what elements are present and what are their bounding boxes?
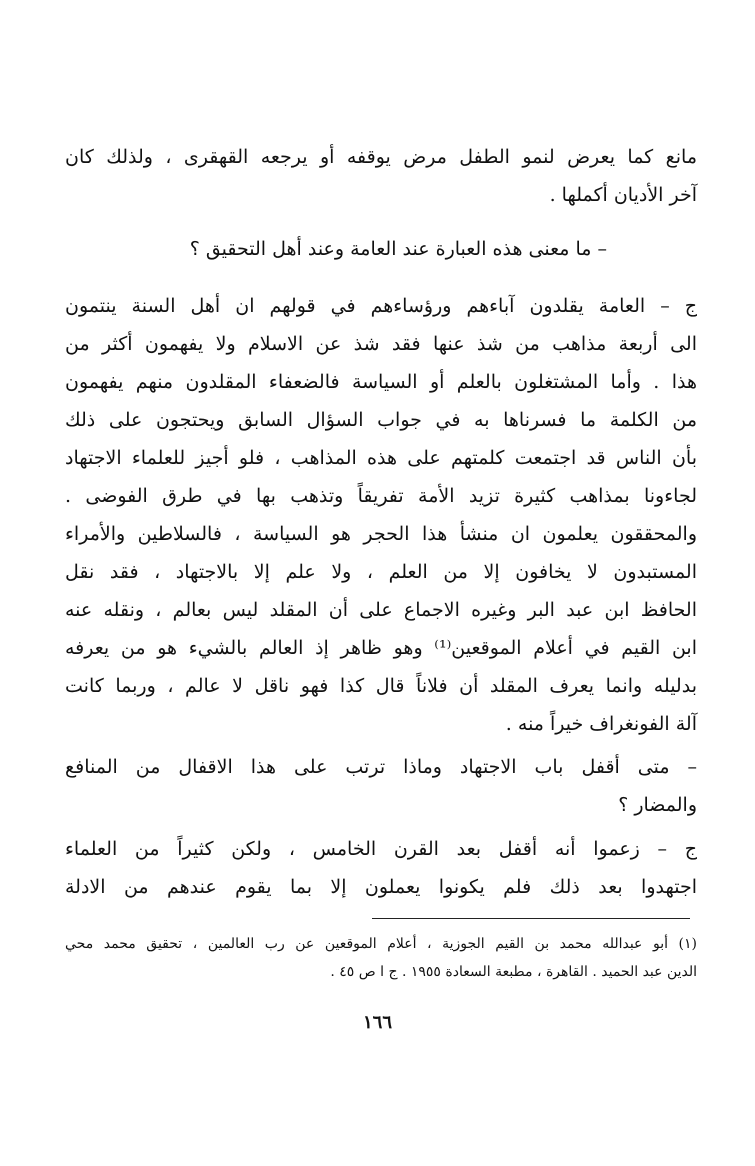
- footnote-divider: [372, 918, 690, 919]
- text-line: ابن القيم في أعلام الموقعين⁽¹⁾ وهو ظاهر إذ العالم بالشيء هو من يعرفه: [65, 637, 697, 659]
- page-number: ١٦٦: [362, 1012, 392, 1033]
- text-line: المستبدون لا يخافون إلا من العلم ، ولا علم إلا بالاجتهاد ، فقد نقل: [65, 561, 697, 583]
- text-line: مانع كما يعرض لنمو الطفل مرض يوقفه أو يرجعه القهقرى ، ولذلك كان: [65, 146, 697, 168]
- answer-meaning: [65, 287, 697, 743]
- text-line: بأن الناس قد اجتمعت كلمتهم على هذه المذاهب ، فلو أجيز للعلماء الاجتهاد: [65, 447, 697, 469]
- text-line: آخر الأديان أكملها .: [549, 184, 697, 206]
- question-line: والمضار ؟: [618, 794, 697, 816]
- paragraph-intro: [65, 138, 697, 214]
- text-line: الى أربعة مذاهب من شذ عنها فقد شذ عن الاسلام ولا يفهمون أكثر من: [65, 333, 697, 355]
- text-line: لجاءونا بمذاهب كثيرة تزيد الأمة تفريقاً وتذهب بها في طرق الفوضى .: [65, 485, 697, 507]
- footnote-line: (١) أبو عبدالله محمد بن القيم الجوزية ، أعلام الموقعين عن رب العالمين ، تحقيق محمد محي: [65, 936, 697, 952]
- footnote-line: الدين عبد الحميد . القاهرة ، مطبعة السعادة ١٩٥٥ . ج ا ص ٤٥ .: [330, 964, 697, 980]
- text-line: الحافظ ابن عبد البر وغيره الاجماع على أن المقلد ليس بعالم ، ونقله عنه: [65, 599, 697, 621]
- question-line: – متى أقفل باب الاجتهاد وماذا ترتب على هذا الاقفال من المنافع: [65, 756, 697, 778]
- footnote: [65, 930, 697, 986]
- question-closing: [65, 748, 697, 824]
- text-line: والمحققون يعلمون ان منشأ هذا الحجر هو السياسة ، فالسلاطين والأمراء: [65, 523, 697, 545]
- question-meaning: [65, 230, 697, 268]
- text-line: ج – زعموا أنه أقفل بعد القرن الخامس ، ولكن كثيراً من العلماء: [65, 838, 697, 860]
- text-line: اجتهدوا بعد ذلك فلم يكونوا يعملون إلا بما يقوم عندهم من الادلة: [65, 876, 697, 898]
- text-line: من الكلمة ما فسرناها به في جواب السؤال السابق ويحتجون على ذلك: [65, 409, 697, 431]
- text-line: هذا . وأما المشتغلون بالعلم أو السياسة فالضعفاء المقلدون منهم يفهمون: [65, 371, 697, 393]
- text-line: ج – العامة يقلدون آباءهم ورؤساءهم في قولهم ان أهل السنة ينتمون: [65, 295, 697, 317]
- answer-closing: [65, 830, 697, 906]
- text-line: بدليله وانما يعرف المقلد أن فلاناً قال كذا فهو ناقل لا عالم ، وربما كانت: [65, 675, 697, 697]
- text-line: آلة الفونغراف خيراً منه .: [505, 713, 697, 735]
- question-line: – ما معنى هذه العبارة عند العامة وعند أهل التحقيق ؟: [189, 238, 607, 260]
